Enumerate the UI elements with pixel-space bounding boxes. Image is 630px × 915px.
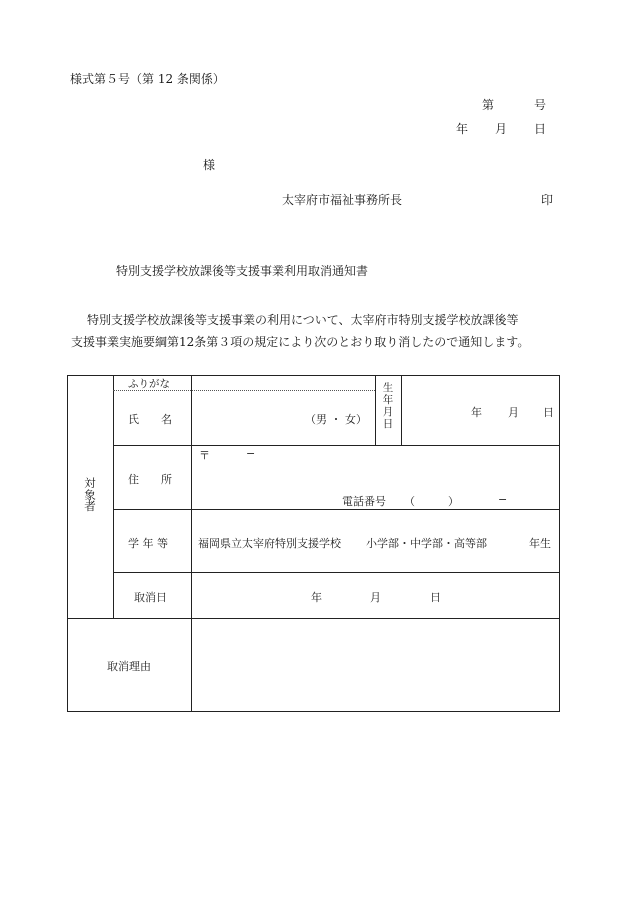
form-number: 様式第５号（第 12 条関係）: [70, 72, 225, 86]
name-field[interactable]: [196, 394, 306, 440]
subject-label: 対 象 者: [84, 476, 96, 513]
cancel-date-label: 取消日: [134, 591, 167, 604]
cancel-date-month: 月: [370, 591, 381, 604]
furigana-label: ふりがな: [128, 378, 170, 390]
cancel-reason-field[interactable]: [196, 624, 554, 706]
cancel-date-year: 年: [311, 591, 322, 604]
doc-no-dai: 第: [482, 98, 495, 112]
birth-label: 生 年 月 日: [382, 382, 394, 430]
sex-choice[interactable]: （男 ・ 女）: [305, 413, 367, 426]
address-label: 住 所: [128, 473, 172, 486]
phone-close: ）: [448, 495, 459, 508]
phone-label: 電話番号: [342, 495, 386, 508]
document-title: 特別支援学校放課後等支援事業利用取消通知書: [116, 264, 369, 278]
seal-mark: 印: [541, 193, 554, 207]
issuer-name: 太宰府市福祉事務所長: [282, 193, 403, 207]
school-name: 福岡県立太宰府特別支援学校: [198, 537, 341, 550]
birth-day: 日: [543, 406, 554, 419]
name-label: 氏 名: [128, 413, 172, 426]
cancel-date-day: 日: [430, 591, 441, 604]
cancel-reason-label: 取消理由: [107, 660, 151, 673]
grade-suffix: 年生: [529, 537, 551, 550]
issue-date-day: 日: [534, 122, 547, 136]
body-line-1: 特別支援学校放課後等支援事業の利用について、太宰府市特別支援学校放課後等: [87, 313, 519, 327]
recipient-sama: 様: [203, 158, 216, 172]
doc-no-go: 号: [534, 98, 547, 112]
issue-date-month: 月: [495, 122, 508, 136]
address-field[interactable]: [196, 460, 556, 486]
phone-dash: −: [498, 493, 508, 506]
postal-mark: 〒: [199, 449, 210, 462]
birth-month: 月: [508, 406, 519, 419]
body-line-2: 支援事業実施要綱第12条第３項の規定により次のとおり取り消したので通知します。: [71, 335, 530, 349]
school-divisions[interactable]: 小学部・中学部・高等部: [366, 537, 487, 550]
grade-label: 学 年 等: [128, 537, 168, 550]
postal-dash: −: [246, 447, 256, 460]
phone-open: （: [404, 495, 415, 508]
furigana-field[interactable]: [196, 378, 372, 390]
issue-date-year: 年: [456, 122, 469, 136]
birth-year: 年: [471, 406, 482, 419]
